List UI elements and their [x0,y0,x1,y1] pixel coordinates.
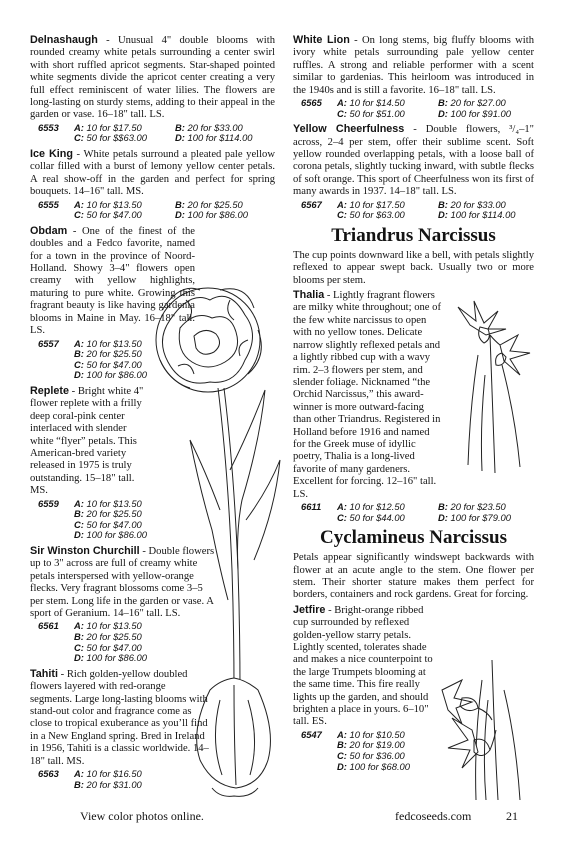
item-number: 6553 [38,121,59,133]
item-number: 6555 [38,198,59,210]
variety-description: Thalia - Lightly fragrant flowers are milky white throughout; one of the few white narcissus to open with no yellow tones. Delicate narrow slightly reflexed petals and a lightly ribbed cup with a wavy rim. 2–3 flowers per stem, and slender foliage. Nicknamed “the Orchid Narcissus,” this award-winner is more outward-facing than other Triandrus. Registered in Holland before 1916 and named for the Greek muse of idyllic poetry, Thalia is a long-lived favorite of many gardeners. Excellent for forcing. 12–16" tall. LS. [293,289,441,500]
variety-name: Yellow Cheerfulness [293,123,405,136]
variety-name: Delnashaugh [30,34,98,46]
variety-description: Replete - Bright white 4" flower replete with a frilly deep coral-pink center interlaced with slender white “flyer” petals. This American-bred variety released in 1975 is truly outstanding. 15–18" tall. MS. [30,384,144,497]
section-intro: The cup points downward like a bell, with petals slightly reflexed to appear swept back. Usually two or more blooms per stem. [293,249,534,286]
variety-description: Delnashaugh - Unusual 4" double blooms with rounded creamy white petals surrounding a center swirl with short ruffled apricot segments. Star-shaped pointed white segments divide the apricot center creating a very full effect reminiscent of water lilies. The flowers are long-lasting on sturdy stems, adding to their appeal in the garden or vase. 16–18" tall. LS. [30,34,275,121]
price-list: 6561 A: 10 for $13.50 B: 20 for $25.50 C: 50 for $47.00 D: 100 for $86.00 [38,620,147,664]
footer-photos-note: View color photos online. [80,809,204,823]
variety-name: Obdam [30,224,68,237]
variety-name: Ice King [30,148,73,161]
price-list: 6547 A: 10 for $10.50 B: 20 for $19.00 C: 50 for $36.00 D: 100 for $68.00 [301,728,410,772]
item-number: 6547 [301,728,322,740]
price-list: 6563 A: 10 for $16.50 B: 20 for $31.00 [38,767,142,790]
price-list: 6565 A: 10 for $14.50 B: 20 for $27.00 C: 50 for $51.00 D: 100 for $91.00 [301,97,511,119]
item-number: 6561 [38,620,59,632]
page-number: 21 [506,809,518,823]
variety-name: White Lion [293,34,350,46]
variety-description: Jetfire - Bright-orange ribbed cup surrounded by reflexed golden-yellow starry petals. Lightly scented, tolerates shade and makes a nice counterpoint to the large Trumpets blooming at the same time. This fire really lights up the garden, and should brighten a place in yours. 6–10" tall. ES. [293,603,433,728]
price-list: 6567 A: 10 for $17.50 B: 20 for $33.00 C: 50 for $63.00 D: 100 for $114.00 [301,198,516,221]
variety-description: Tahiti - Rich golden-yellow doubled flowers layered with red-orange segments. Large long-lasting blooms with stand-out color and fragrance come as close to tropical exuberance as you’ll find in a New England spring. Bred in Ireland in 1956, Tahiti is a classic worldwide. 14–18" tall. MS. [30,667,209,767]
item-number: 6565 [301,97,322,109]
price-list: 6559 A: 10 for $13.50 B: 20 for $25.50 C: 50 for $47.00 D: 100 for $86.00 [38,497,147,541]
item-number: 6567 [301,198,322,210]
right-column [293,34,534,776]
variety-name: Jetfire [293,603,326,616]
price-list: 6557 A: 10 for $13.50 B: 20 for $25.50 C: 50 for $47.00 D: 100 for $86.00 [38,337,147,381]
variety-description: Obdam - One of the finest of the doubles and a Fedco favorite, named for a town in the province of Noord-Holland. Showy 3–4" flowers open creamy with yellow highlights, maturing to pure white. Growing this fragrant beauty is like having gardenia blooms in Maine in May. 16–18" tall. LS. [30,224,195,337]
variety-name: Tahiti [30,667,58,680]
item-number: 6559 [38,497,59,509]
variety-name: Thalia [293,289,325,302]
price-list: 6611 A: 10 for $12.50 B: 20 for $23.50 C: 50 for $44.00 D: 100 for $79.00 [301,500,511,523]
variety-description: White Lion - On long stems, big fluffy blooms with ivory white petals surrounding pale yellow center ruffles. A strong and reliable performer with a scent similar to gardenias. This heirloom was introduced in the 1940s and is still a favorite. 16–18" tall. LS. [293,34,534,96]
footer-website[interactable]: fedcoseeds.com [395,809,472,823]
price-list: 6553 A: 10 for $17.50 B: 20 for $33.00 C: 50 for $$63.00 D: 100 for $114.00 [38,121,253,144]
variety-description: Sir Winston Churchill - Double flowers up to 3" across are full of creamy white petals interspersed with yellow-orange flecks. Very fragrant blossoms come 3–5 per stem. Long life in the garden or vase. A sport of Geranium. 14–16" tall. LS. [30,544,215,619]
variety-description: Yellow Cheerfulness - Double flowers, ³/₄–1" across, 2–4 per stem, offer their sublime scent. Soft yellow rounded overlapping petals, with a loose ball of corona petals, slightly tucking inward, with subtle flecks of soft orange. This sport of Cheerfulness won its first of many awards in 1937. 14–18" tall. LS. [293,123,534,198]
item-number: 6557 [38,337,59,349]
left-column [30,34,275,794]
section-heading: Cyclamineus Narcissus [319,527,508,549]
section-heading: Triandrus Narcissus [331,224,496,246]
variety-name: Sir Winston Churchill [30,544,140,557]
item-number: 6611 [301,500,322,512]
variety-name: Replete [30,384,70,397]
item-number: 6563 [38,767,59,779]
price-list: 6555 A: 10 for $13.50 B: 20 for $25.50 C: 50 for $47.00 D: 100 for $86.00 [38,198,248,221]
section-intro: Petals appear significantly windswept backwards with flower at an acute angle to the stem. One flower per stem. Their shorter stature makes them perfect for borders, containers and rock gardens. Great for forcing. [293,552,534,601]
variety-description: Ice King - White petals surround a pleated pale yellow collar filled with a burst of lemony yellow center petals. A real show-off in the garden and perfect for spring bouquets. 14–16" tall. MS. [30,148,275,198]
